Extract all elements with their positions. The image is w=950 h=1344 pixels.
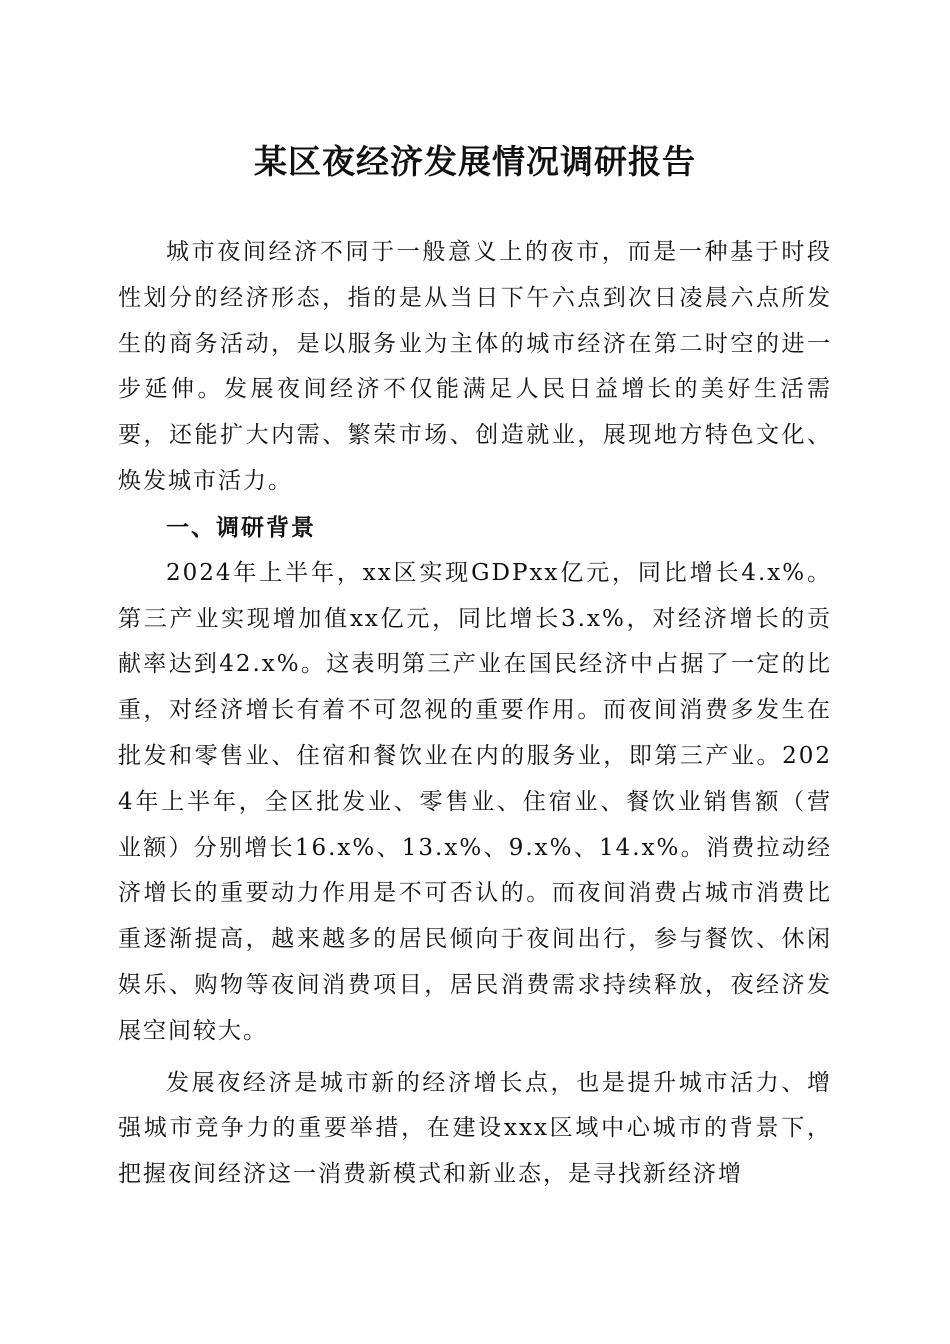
section-heading-background: 一、调研背景 — [166, 514, 316, 541]
intro-paragraph: 城市夜间经济不同于一般意义上的夜市，而是一种基于时段性划分的经济形态，指的是从当日下午六点到次日凌晨六点所发生的商务活动，是以服务业为主体的城市经济在第二时空的进一步延伸。发展夜间经济不仅能满足人民日益增长的美好生活需要，还能扩大内需、繁荣市场、创造就业，展现地方特色文化、焕发城市活力。 — [118, 239, 832, 494]
document-title: 某区夜经济发展情况调研报告 — [254, 142, 696, 181]
background-paragraph-2: 发展夜经济是城市新的经济增长点，也是提升城市活力、增强城市竞争力的重要举措，在建设xxx区域中心城市的背景下，把握夜间经济这一消费新模式和新业态，是寻找新经济增 — [118, 1069, 832, 1188]
background-paragraph-1: 2024年上半年，xx区实现GDPxx亿元，同比增长4.x%。第三产业实现增加值xx亿元，同比增长3.x%，对经济增长的贡献率达到42.x%。这表明第三产业在国民经济中占据了一定的比重，对经济增长有着不可忽视的重要作用。而夜间消费多发生在批发和零售业、住宿和餐饮业在内的服务业，即第三产业。2024年上半年，全区批发业、零售业、住宿业、餐饮业销售额（营业额）分别增长16.x%、13.x%、9.x%、14.x%。消费拉动经济增长的重要动力作用是不可否认的。而夜间消费占城市消费比重逐渐提高，越来越多的居民倾向于夜间出行，参与餐饮、休闲娱乐、购物等夜间消费项目，居民消费需求持续释放，夜经济发展空间较大。 — [118, 559, 832, 1044]
document-body — [118, 230, 832, 1198]
